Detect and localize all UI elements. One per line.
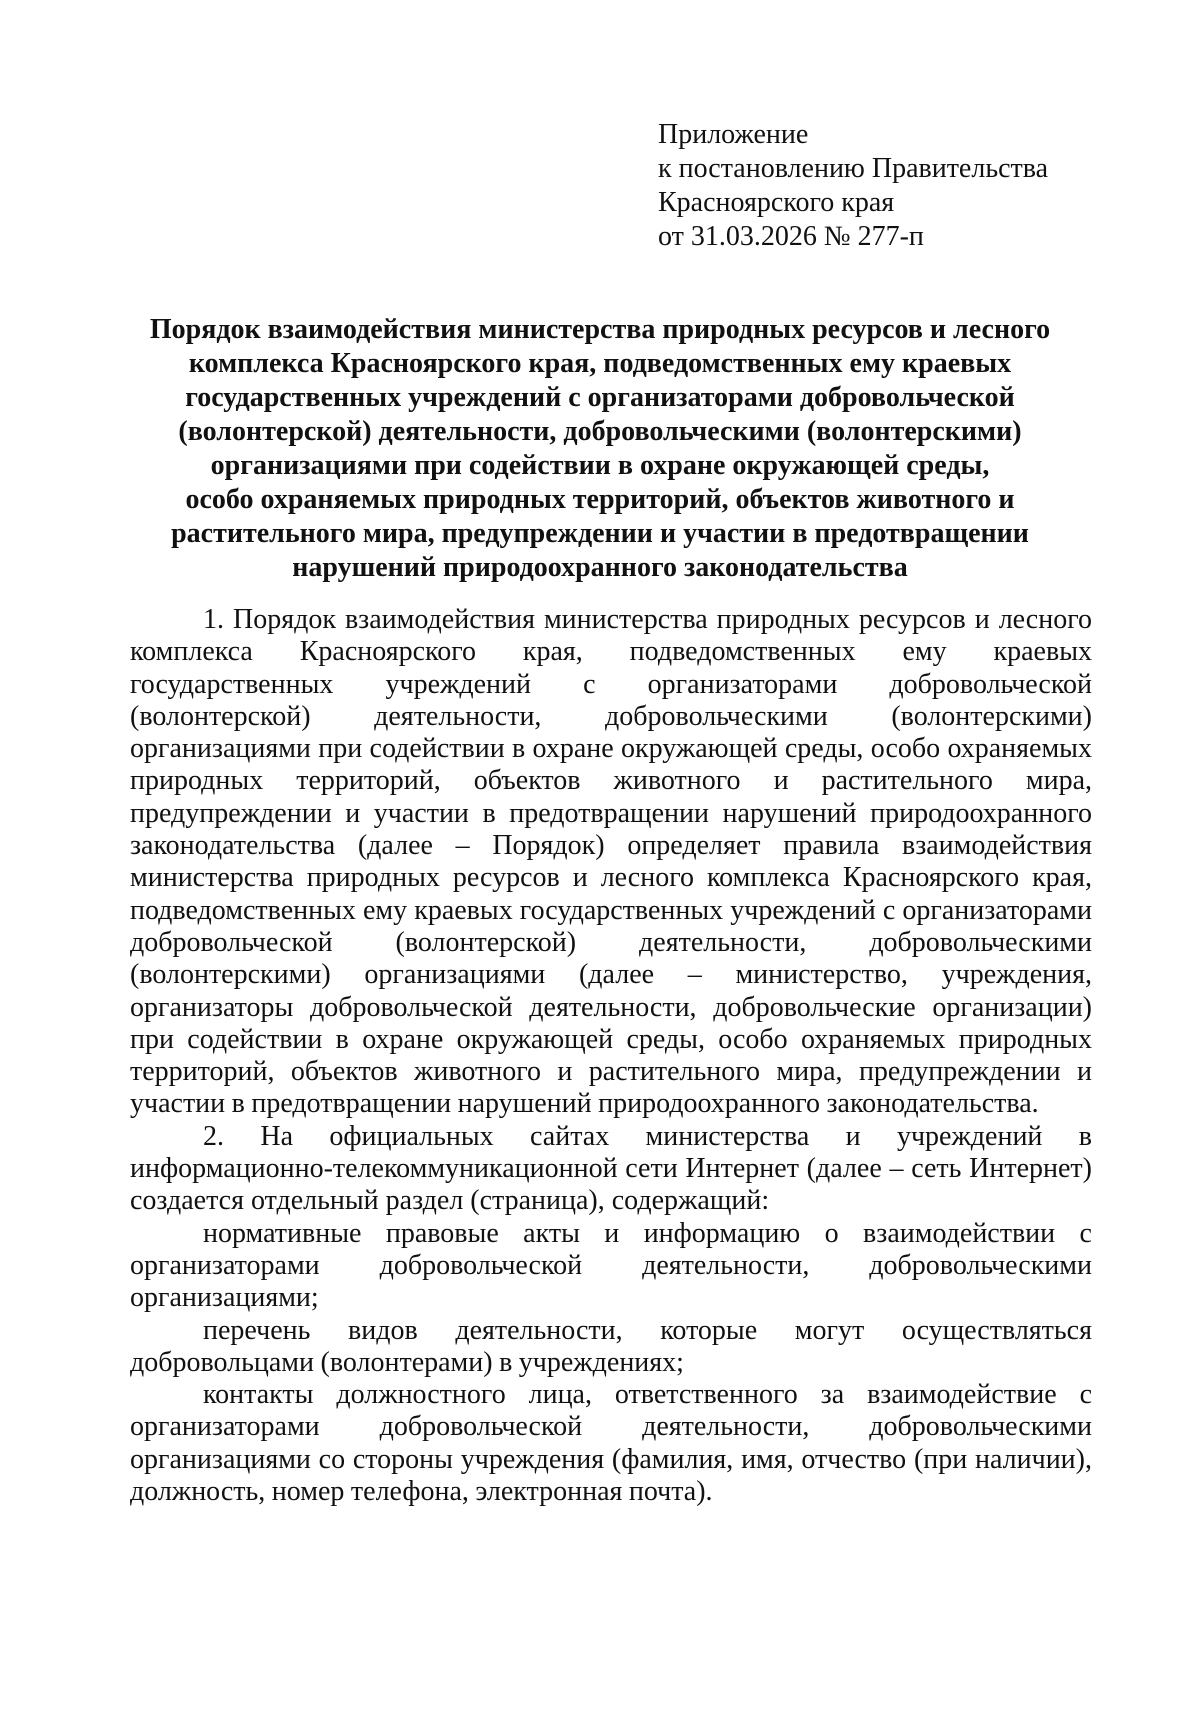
appendix-line: Красноярского края (658, 187, 895, 218)
appendix-line: к постановлению Правительства (658, 153, 1049, 184)
title-line: особо охраняемых природных территорий, объектов животного и (185, 484, 1015, 515)
paragraph-list-item: контакты должностного лица, ответственного за взаимодействие с организаторами добровольческой деятельности, добровольческими организациями со стороны учреждения (фамилия, имя, отчество (при наличии), должность, номер телефона, электронная почта). (130, 1379, 1092, 1508)
document-body (130, 604, 1092, 1508)
paragraph-item-1: 1. Порядок взаимодействия министерства природных ресурсов и лесного комплекса Красноярского края, подведомственных ему краевых государственных учреждений с организаторами добровольческой (волонтерской) деятельности, добровольческими (волонтерскими) организациями при содействии в охране окружающей среды, особо охраняемых природных территорий, объектов животного и растительного мира, предупреждении и участии в предотвращении нарушений природоохранного законодательства (далее – Порядок) определяет правила взаимодействия министерства природных ресурсов и лесного комплекса Красноярского края, подведомственных ему краевых государственных учреждений с организаторами добровольческой (волонтерской) деятельности, добровольческими (волонтерскими) организациями (далее – министерство, учреждения, организаторы добровольческой деятельности, добровольческие организации) при содействии в охране окружающей среды, особо охраняемых природных территорий, объектов животного и растительного мира, предупреждении и участии в предотвращении нарушений природоохранного законодательства. (130, 604, 1092, 1120)
title-line: растительного мира, предупреждении и участии в предотвращении (171, 518, 1029, 549)
title-line: государственных учреждений с организаторами добровольческой (185, 382, 1015, 413)
appendix-line: Приложение (658, 119, 809, 150)
document-title (130, 313, 1070, 585)
title-line: Порядок взаимодействия министерства природных ресурсов и лесного (149, 314, 1051, 345)
appendix-note (658, 118, 1048, 254)
paragraph-list-item: нормативные правовые акты и информацию о взаимодействии с организаторами добровольческой деятельности, добровольческими организациями; (130, 1217, 1092, 1314)
title-line: нарушений природоохранного законодательства (292, 552, 908, 583)
appendix-date-number: от 31.03.2026 № 277-п (658, 221, 924, 252)
title-line: комплекса Красноярского края, подведомственных ему краевых (188, 348, 1012, 379)
paragraph-item-2: 2. На официальных сайтах министерства и учреждений в информационно-телекоммуникационной сети Интернет (далее – сеть Интернет) создается отдельный раздел (страница), содержащий: (130, 1120, 1092, 1217)
paragraph-list-item: перечень видов деятельности, которые могут осуществляться добровольцами (волонтерами) в учреждениях; (130, 1314, 1092, 1378)
title-line: (волонтерской) деятельности, добровольческими (волонтерскими) (178, 416, 1022, 447)
title-line: организациями при содействии в охране окружающей среды, (210, 450, 990, 481)
